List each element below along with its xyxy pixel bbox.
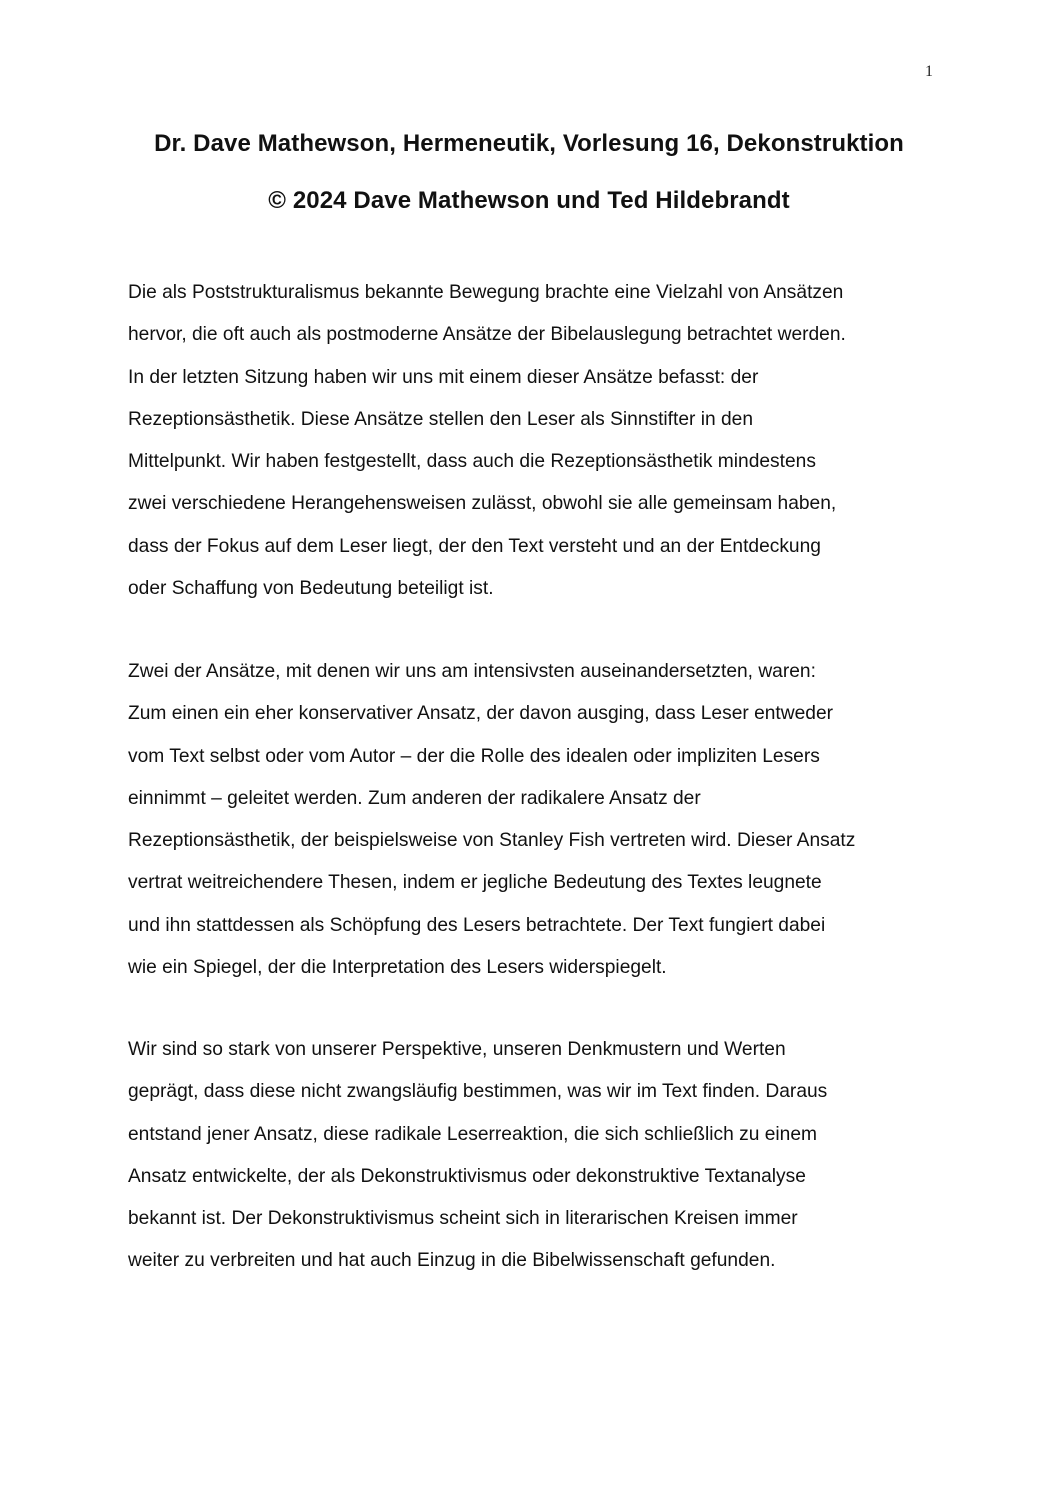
paragraph	[128, 1029, 928, 1283]
text-line: vom Text selbst oder vom Autor – der die Rolle des idealen oder impliziten Lesers	[128, 745, 820, 767]
text-line: In der letzten Sitzung haben wir uns mit einem dieser Ansätze befasst: der	[128, 366, 759, 388]
text-line: Ansatz entwickelte, der als Dekonstruktivismus oder dekonstruktive Textanalyse	[128, 1165, 806, 1187]
text-line: entstand jener Ansatz, diese radikale Leserreaktion, die sich schließlich zu einem	[128, 1123, 817, 1145]
text-line: Rezeptionsästhetik. Diese Ansätze stellen den Leser als Sinnstifter in den	[128, 408, 754, 430]
text-line: Zum einen ein eher konservativer Ansatz, der davon ausging, dass Leser entweder	[128, 703, 834, 725]
text-line: zwei verschiedene Herangehensweisen zulässt, obwohl sie alle gemeinsam haben,	[128, 493, 837, 515]
text-line: Wir sind so stark von unserer Perspektive, unseren Denkmustern und Werten	[128, 1039, 786, 1060]
document-title: Dr. Dave Mathewson, Hermeneutik, Vorlesung 16, Dekonstruktion	[154, 130, 904, 157]
text-line: oder Schaffung von Bedeutung beteiligt ist.	[128, 578, 494, 600]
paragraph	[128, 651, 928, 989]
text-line: Mittelpunkt. Wir haben festgestellt, dass auch die Rezeptionsästhetik mindestens	[128, 451, 816, 473]
page-number: 1	[925, 63, 933, 80]
text-line: wie ein Spiegel, der die Interpretation des Lesers widerspiegelt.	[128, 957, 667, 979]
paragraph	[128, 272, 928, 610]
text-line: vertrat weitreichendere Thesen, indem er jegliche Bedeutung des Textes leugnete	[128, 872, 822, 894]
text-line: dass der Fokus auf dem Leser liegt, der den Text versteht und an der Entdeckung	[128, 535, 821, 557]
copyright-line: © 2024 Dave Mathewson und Ted Hildebrandt	[268, 187, 790, 214]
text-line: Zwei der Ansätze, mit denen wir uns am intensivsten auseinandersetzten, waren:	[128, 661, 816, 682]
text-line: bekannt ist. Der Dekonstruktivismus scheint sich in literarischen Kreisen immer	[128, 1208, 798, 1230]
text-line: Die als Poststrukturalismus bekannte Bewegung brachte eine Vielzahl von Ansätzen	[128, 282, 844, 303]
text-line: geprägt, dass diese nicht zwangsläufig bestimmen, was wir im Text finden. Daraus	[128, 1081, 828, 1103]
text-line: hervor, die oft auch als postmoderne Ansätze der Bibelauslegung betrachtet werden.	[128, 324, 846, 346]
text-line: einnimmt – geleitet werden. Zum anderen der radikalere Ansatz der	[128, 787, 701, 809]
text-line: und ihn stattdessen als Schöpfung des Lesers betrachtete. Der Text fungiert dabei	[128, 914, 826, 936]
text-line: weiter zu verbreiten und hat auch Einzug in die Bibelwissenschaft gefunden.	[128, 1250, 776, 1272]
text-line: Rezeptionsästhetik, der beispielsweise von Stanley Fish vertreten wird. Dieser Ansatz	[128, 830, 856, 852]
